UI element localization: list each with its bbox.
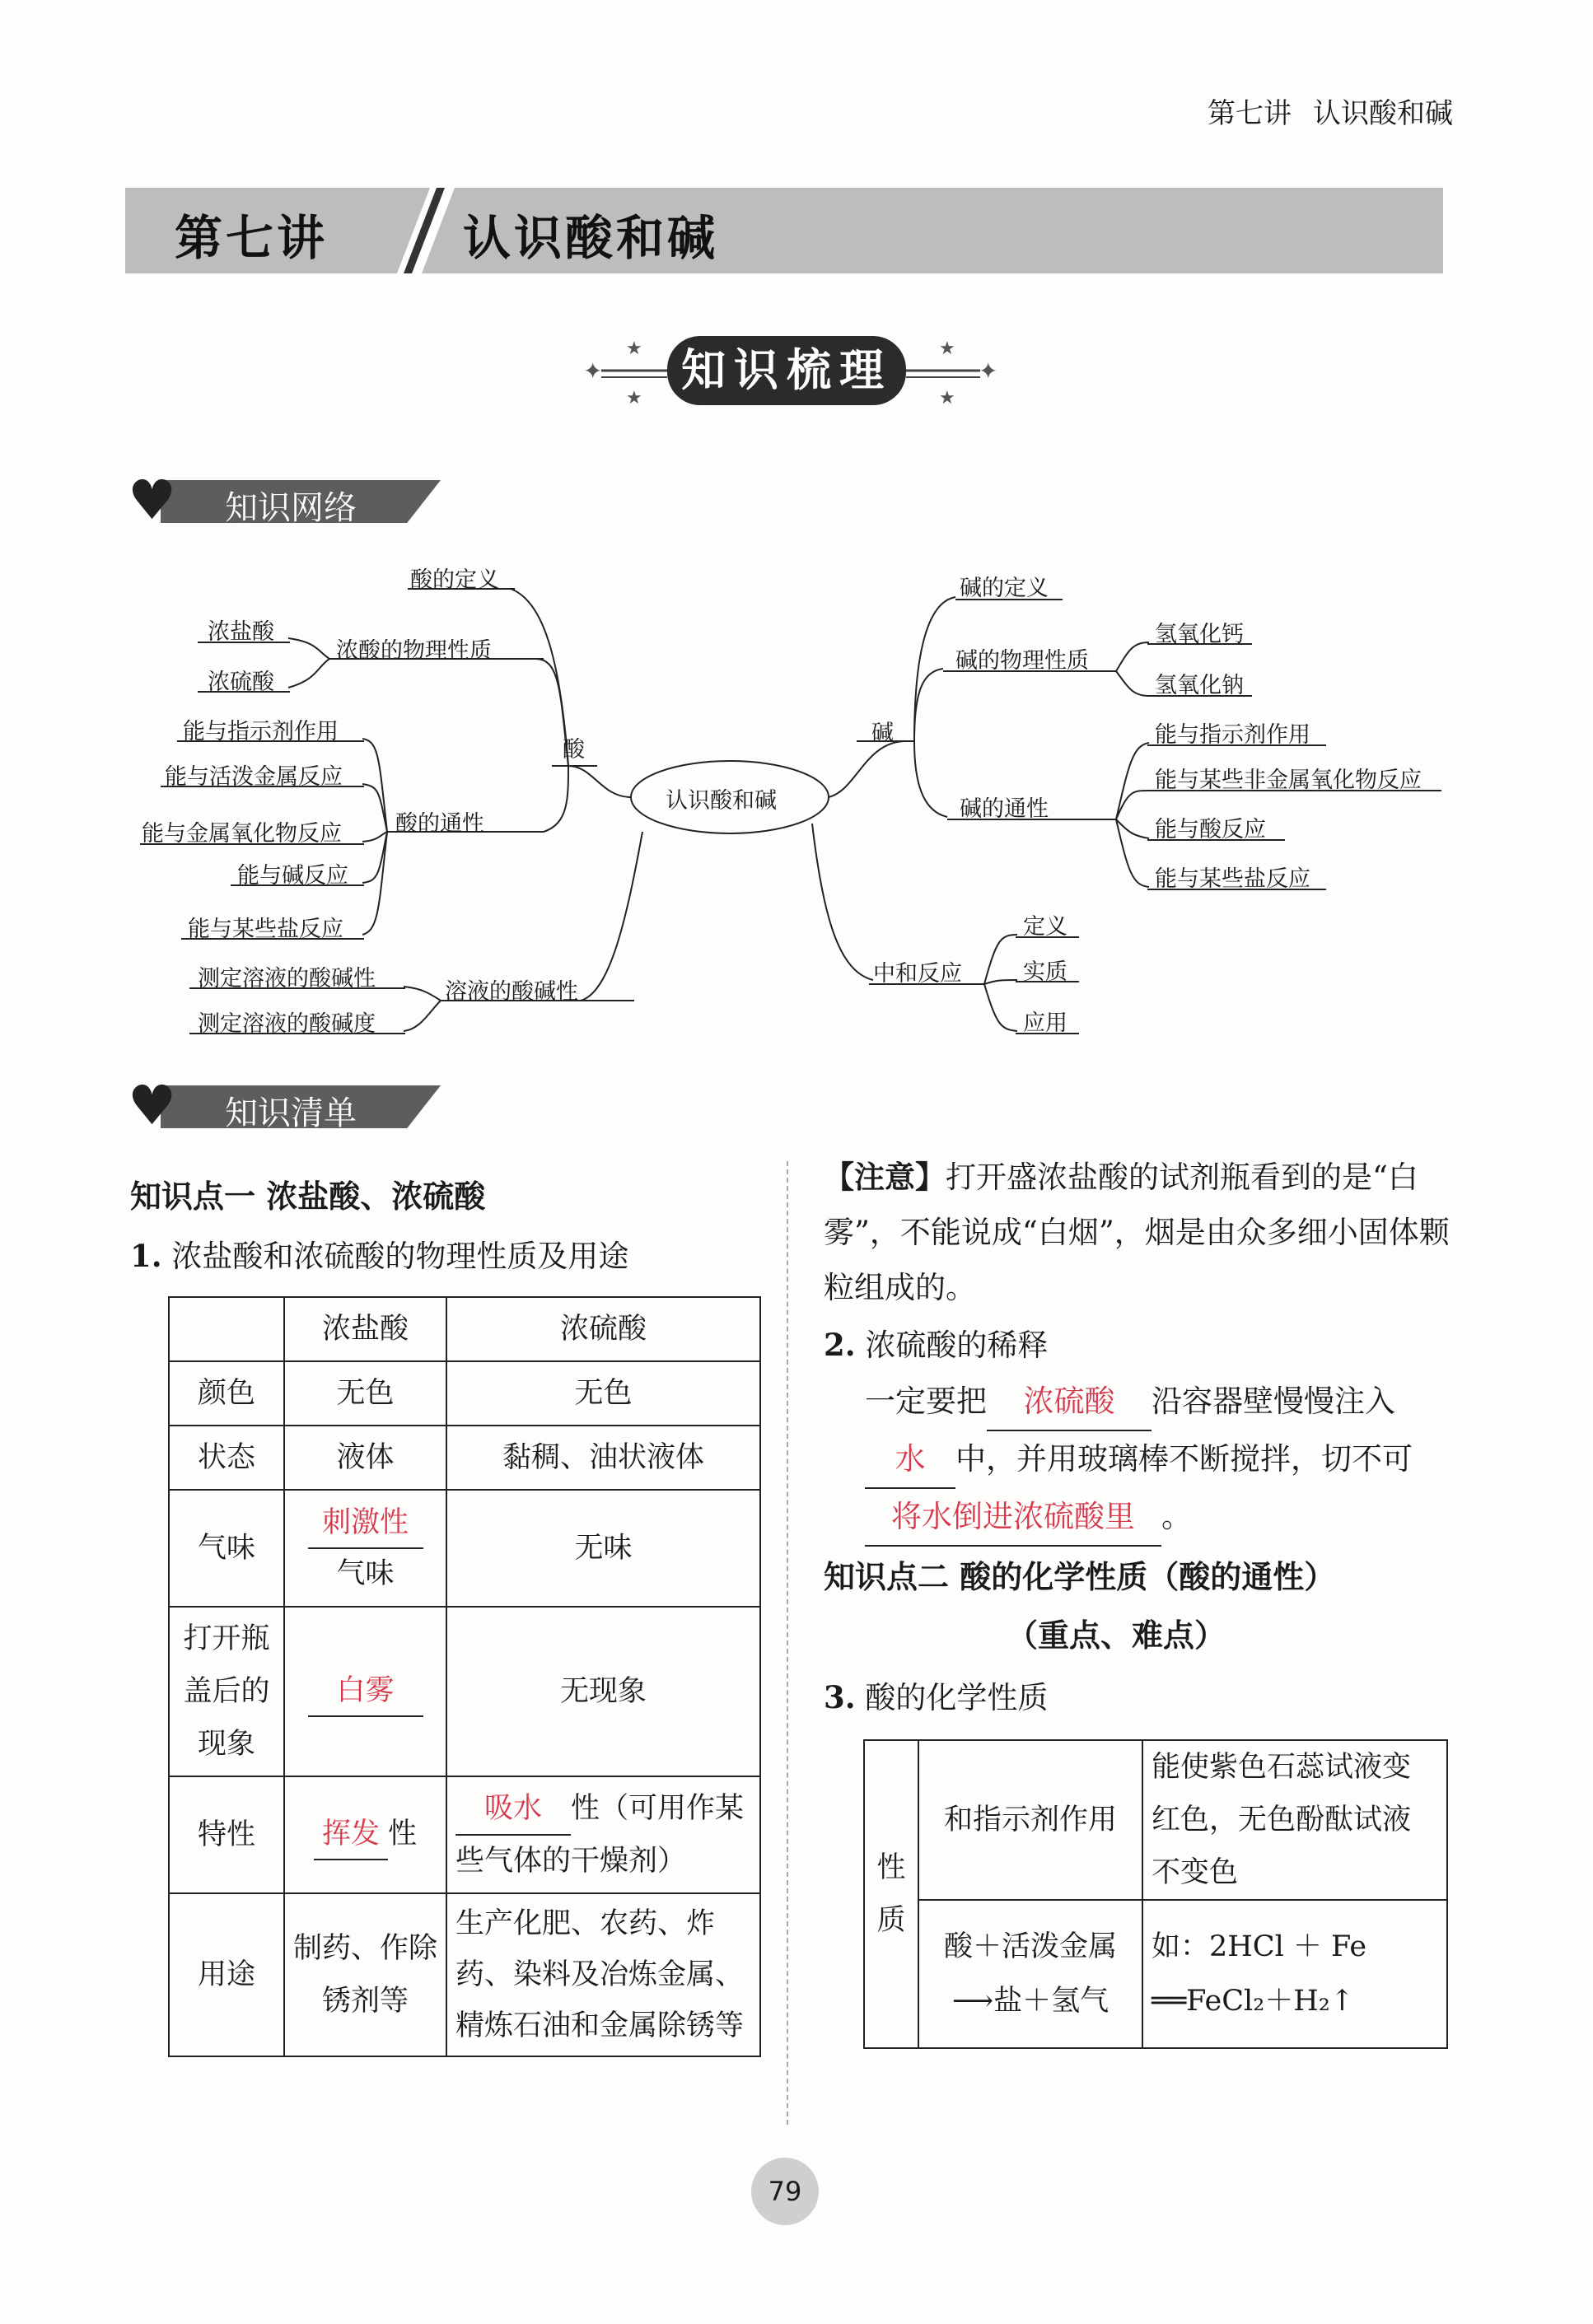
dilute-text: 沿容器壁慢慢注入 bbox=[1152, 1384, 1395, 1419]
dilute-text: 中，并用玻璃棒不断搅拌，切不可 bbox=[955, 1441, 1413, 1477]
table-cell: 无现象 bbox=[446, 1607, 760, 1776]
fill-blank: 白雾 bbox=[308, 1666, 423, 1717]
section-tag-list bbox=[128, 1074, 449, 1137]
fill-blank: 挥发 bbox=[314, 1809, 388, 1860]
mindmap-acid: 酸 bbox=[563, 737, 585, 763]
table-cell bbox=[284, 1776, 446, 1893]
row-label: 气味 bbox=[169, 1490, 284, 1607]
item3 bbox=[824, 1670, 1048, 1725]
mindmap-acid-common-item: 能与碱反应 bbox=[237, 863, 348, 889]
table-cell: 液体 bbox=[284, 1426, 446, 1490]
svg-text:★: ★ bbox=[626, 388, 642, 408]
table-corner bbox=[169, 1297, 284, 1361]
fill-blank: 浓硫酸 bbox=[987, 1374, 1152, 1431]
mindmap-neutral-item: 应用 bbox=[1023, 1010, 1067, 1036]
dilute-text: 一定要把 bbox=[865, 1384, 987, 1419]
heart-icon: ♥ bbox=[128, 469, 177, 532]
mindmap-center: 认识酸和碱 bbox=[666, 788, 777, 814]
svg-text:✦: ✦ bbox=[979, 357, 998, 385]
item3-num: 3. bbox=[824, 1679, 856, 1715]
mindmap-acid-common-item: 能与金属氧化物反应 bbox=[142, 821, 342, 847]
section-title-list: 知识清单 bbox=[225, 1094, 357, 1132]
mindmap-base-phys-item: 氢氧化钙 bbox=[1155, 622, 1244, 647]
fill-blank: 将水倒进浓硫酸里 bbox=[865, 1489, 1161, 1547]
mindmap-acid-phys: 浓酸的物理性质 bbox=[336, 638, 492, 664]
mindmap-acid-phys-item: 浓硫酸 bbox=[208, 670, 274, 695]
table-cell: 无味 bbox=[446, 1490, 760, 1607]
table-cell: 黏稠、油状液体 bbox=[446, 1426, 760, 1490]
item1-text: 浓盐酸和浓硫酸的物理性质及用途 bbox=[171, 1239, 629, 1274]
row-label: 特性 bbox=[169, 1776, 284, 1893]
item2-text: 浓硫酸的稀释 bbox=[865, 1328, 1049, 1363]
cell-text: 性（可用作某些气体的干燥剂） bbox=[455, 1792, 745, 1878]
mindmap-base-def: 碱的定义 bbox=[960, 576, 1049, 601]
mindmap-acid-common-item: 能与某些盐反应 bbox=[188, 917, 343, 942]
table-cell bbox=[284, 1607, 446, 1776]
mindmap-base: 碱 bbox=[871, 721, 894, 746]
table-cell: 酸＋活泼金属⟶盐＋氢气 bbox=[918, 1900, 1142, 2048]
mindmap-neutral-item: 实质 bbox=[1023, 959, 1067, 985]
item2-num: 2. bbox=[824, 1327, 856, 1363]
table-header: 浓盐酸 bbox=[284, 1297, 446, 1361]
table-cell: 和指示剂作用 bbox=[918, 1740, 1142, 1900]
mindmap-acid-common: 酸的通性 bbox=[395, 811, 484, 837]
mindmap-acid-common-item: 能与指示剂作用 bbox=[183, 719, 339, 744]
table-cell: 生产化肥、农药、炸药、染料及冶炼金属、精炼石油和金属除锈等 bbox=[446, 1893, 760, 2056]
table-cell bbox=[446, 1776, 760, 1893]
table-cell: 制药、作除锈剂等 bbox=[284, 1893, 446, 2056]
acid-properties-table bbox=[168, 1296, 761, 2057]
badge-text: 知识梳理 bbox=[667, 336, 906, 405]
svg-text:★: ★ bbox=[939, 388, 955, 408]
column-divider bbox=[787, 1161, 788, 2125]
item1 bbox=[130, 1229, 628, 1284]
fill-blank: 刺激性 bbox=[308, 1498, 423, 1549]
mindmap-acid-common-item: 能与活泼金属反应 bbox=[165, 764, 343, 790]
mindmap-solution-item: 测定溶液的酸碱性 bbox=[198, 966, 376, 992]
mindmap-base-phys-item: 氢氧化钠 bbox=[1155, 673, 1244, 698]
section-title-network: 知识网络 bbox=[225, 489, 357, 527]
mindmap-neutral: 中和反应 bbox=[873, 961, 962, 987]
fill-blank: 水 bbox=[865, 1431, 955, 1489]
table-header: 浓硫酸 bbox=[446, 1297, 760, 1361]
side-label: 性质 bbox=[864, 1740, 918, 2048]
kp1-title: 知识点一 浓盐酸、浓硫酸 bbox=[130, 1178, 486, 1215]
item1-num: 1. bbox=[130, 1238, 162, 1274]
cell-text: 性 bbox=[387, 1818, 417, 1850]
table-cell: 无色 bbox=[284, 1361, 446, 1426]
mindmap-solution-item: 测定溶液的酸碱度 bbox=[198, 1011, 376, 1037]
banner-title: 认识酸和碱 bbox=[463, 210, 719, 266]
svg-text:✦: ✦ bbox=[583, 357, 603, 385]
mindmap-acid-def: 酸的定义 bbox=[410, 567, 499, 593]
table-cell bbox=[284, 1490, 446, 1607]
banner-lecture: 第七讲 bbox=[175, 210, 329, 266]
table-cell: 如：2HCl ＋ Fe ══FeCl₂＋H₂↑ bbox=[1142, 1900, 1447, 2048]
header-lecture: 第七讲 bbox=[1208, 97, 1292, 130]
note-text: 打开盛浓盐酸的试剂瓶看到的是“白雾”，不能说成“白烟”，烟是由众多细小固体颗粒组成的。 bbox=[824, 1160, 1450, 1305]
svg-text:★: ★ bbox=[939, 338, 955, 359]
note-tag: 【注意】 bbox=[824, 1159, 946, 1195]
mindmap-base-common-item: 能与指示剂作用 bbox=[1155, 722, 1310, 748]
mindmap-base-common-item: 能与某些非金属氧化物反应 bbox=[1155, 768, 1422, 793]
row-label: 用途 bbox=[169, 1893, 284, 2056]
svg-text:★: ★ bbox=[626, 338, 642, 359]
dilute-text: 。 bbox=[1161, 1499, 1192, 1534]
fill-blank: 吸水 bbox=[455, 1783, 571, 1836]
acid-chemistry-table bbox=[863, 1739, 1448, 2049]
mindmap-base-common-item: 能与某些盐反应 bbox=[1155, 866, 1310, 892]
cell-text: 气味 bbox=[336, 1557, 395, 1590]
mindmap-neutral-item: 定义 bbox=[1023, 914, 1067, 940]
row-label: 颜色 bbox=[169, 1361, 284, 1426]
mindmap-solution: 溶液的酸碱性 bbox=[445, 979, 578, 1005]
item3-text: 酸的化学性质 bbox=[865, 1680, 1049, 1715]
table-cell: 能使紫色石蕊试液变红色，无色酚酞试液不变色 bbox=[1142, 1740, 1447, 1900]
kp2-title: 知识点二 酸的化学性质（酸的通性） bbox=[824, 1559, 1336, 1595]
dilution-paragraph bbox=[865, 1374, 1450, 1547]
heart-icon: ♥ bbox=[128, 1074, 177, 1137]
header-topic: 认识酸和碱 bbox=[1313, 97, 1453, 130]
kp2-subtitle: （重点、难点） bbox=[1007, 1617, 1226, 1654]
row-label: 状态 bbox=[169, 1426, 284, 1490]
note-paragraph bbox=[824, 1150, 1450, 1315]
table-cell: 无色 bbox=[446, 1361, 760, 1426]
row-label: 打开瓶盖后的现象 bbox=[169, 1607, 284, 1776]
mindmap-acid-phys-item: 浓盐酸 bbox=[208, 619, 274, 645]
mindmap-base-common-item: 能与酸反应 bbox=[1155, 817, 1266, 842]
item2 bbox=[824, 1318, 1048, 1373]
mindmap-base-phys: 碱的物理性质 bbox=[955, 648, 1089, 674]
page-number: 79 bbox=[751, 2158, 819, 2225]
mindmap-base-common: 碱的通性 bbox=[960, 796, 1049, 822]
